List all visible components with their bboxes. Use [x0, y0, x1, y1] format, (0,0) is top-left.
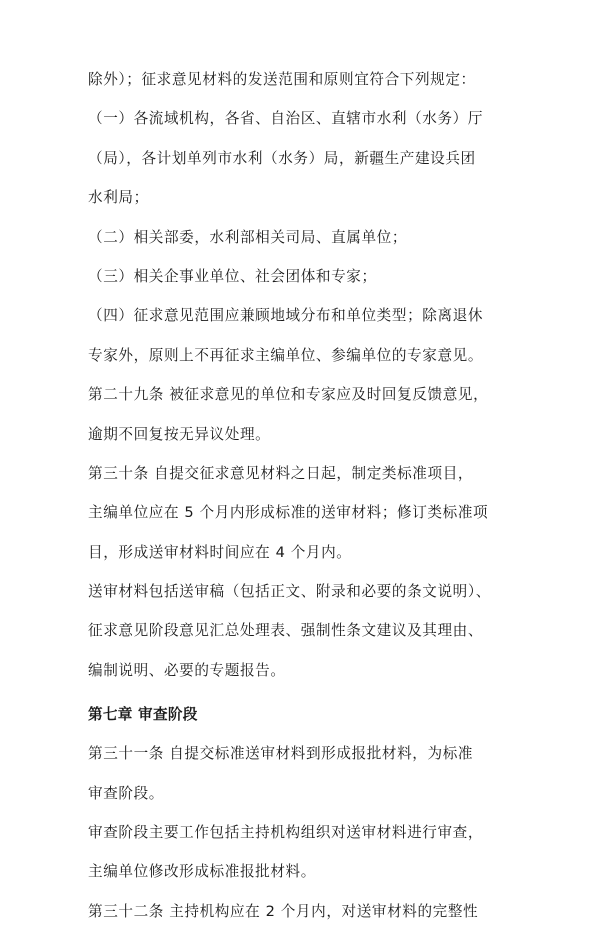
article-29-line: 第二十九条 被征求意见的单位和专家应及时回复反馈意见， [88, 386, 489, 404]
text-line: （二）相关部委，水利部相关司局、直属单位； [88, 228, 408, 246]
text-line: 目，形成送审材料时间应在 4 个月内。 [88, 543, 352, 561]
text-line: 编制说明、必要的专题报告。 [88, 661, 286, 679]
text-line: （四）征求意见范围应兼顾地域分布和单位类型；除离退休 [88, 307, 484, 325]
document-page [88, 68, 528, 939]
text-line: （一）各流域机构，各省、自治区、直辖市水利（水务）厅 [88, 110, 484, 128]
text-line: （局），各计划单列市水利（水务）局，新疆生产建设兵团 [88, 149, 476, 167]
text-line: 主编单位修改形成标准报批材料。 [88, 863, 316, 881]
chapter-heading: 第七章 审查阶段 [88, 705, 198, 723]
text-line: 逾期不回复按无异议处理。 [88, 425, 271, 443]
text-line: 审查阶段。 [88, 784, 164, 802]
text-line: 审查阶段主要工作包括主持机构组织对送审材料进行审查， [88, 824, 484, 842]
text-line: 水利局； [88, 189, 149, 207]
text-line: 征求意见阶段意见汇总处理表、强制性条文建议及其理由、 [88, 622, 484, 640]
text-line: （三）相关企事业单位、社会团体和专家； [88, 267, 377, 285]
article-32-line: 第三十二条 主持机构应在 2 个月内，对送审材料的完整性 [88, 902, 479, 920]
text-line: 除外）；征求意见材料的发送范围和原则宜符合下列规定： [88, 71, 476, 88]
text-line: 送审材料包括送审稿（包括正文、附录和必要的条文说明）、 [88, 583, 491, 601]
text-line: 主编单位应在 5 个月内形成标准的送审材料；修订类标准项 [88, 504, 489, 522]
article-31-line: 第三十一条 自提交标准送审材料到形成报批材料，为标准 [88, 745, 474, 763]
article-30-line: 第三十条 自提交征求意见材料之日起，制定类标准项目， [88, 464, 474, 482]
text-line: 专家外，原则上不再征求主编单位、参编单位的专家意见。 [88, 346, 484, 364]
